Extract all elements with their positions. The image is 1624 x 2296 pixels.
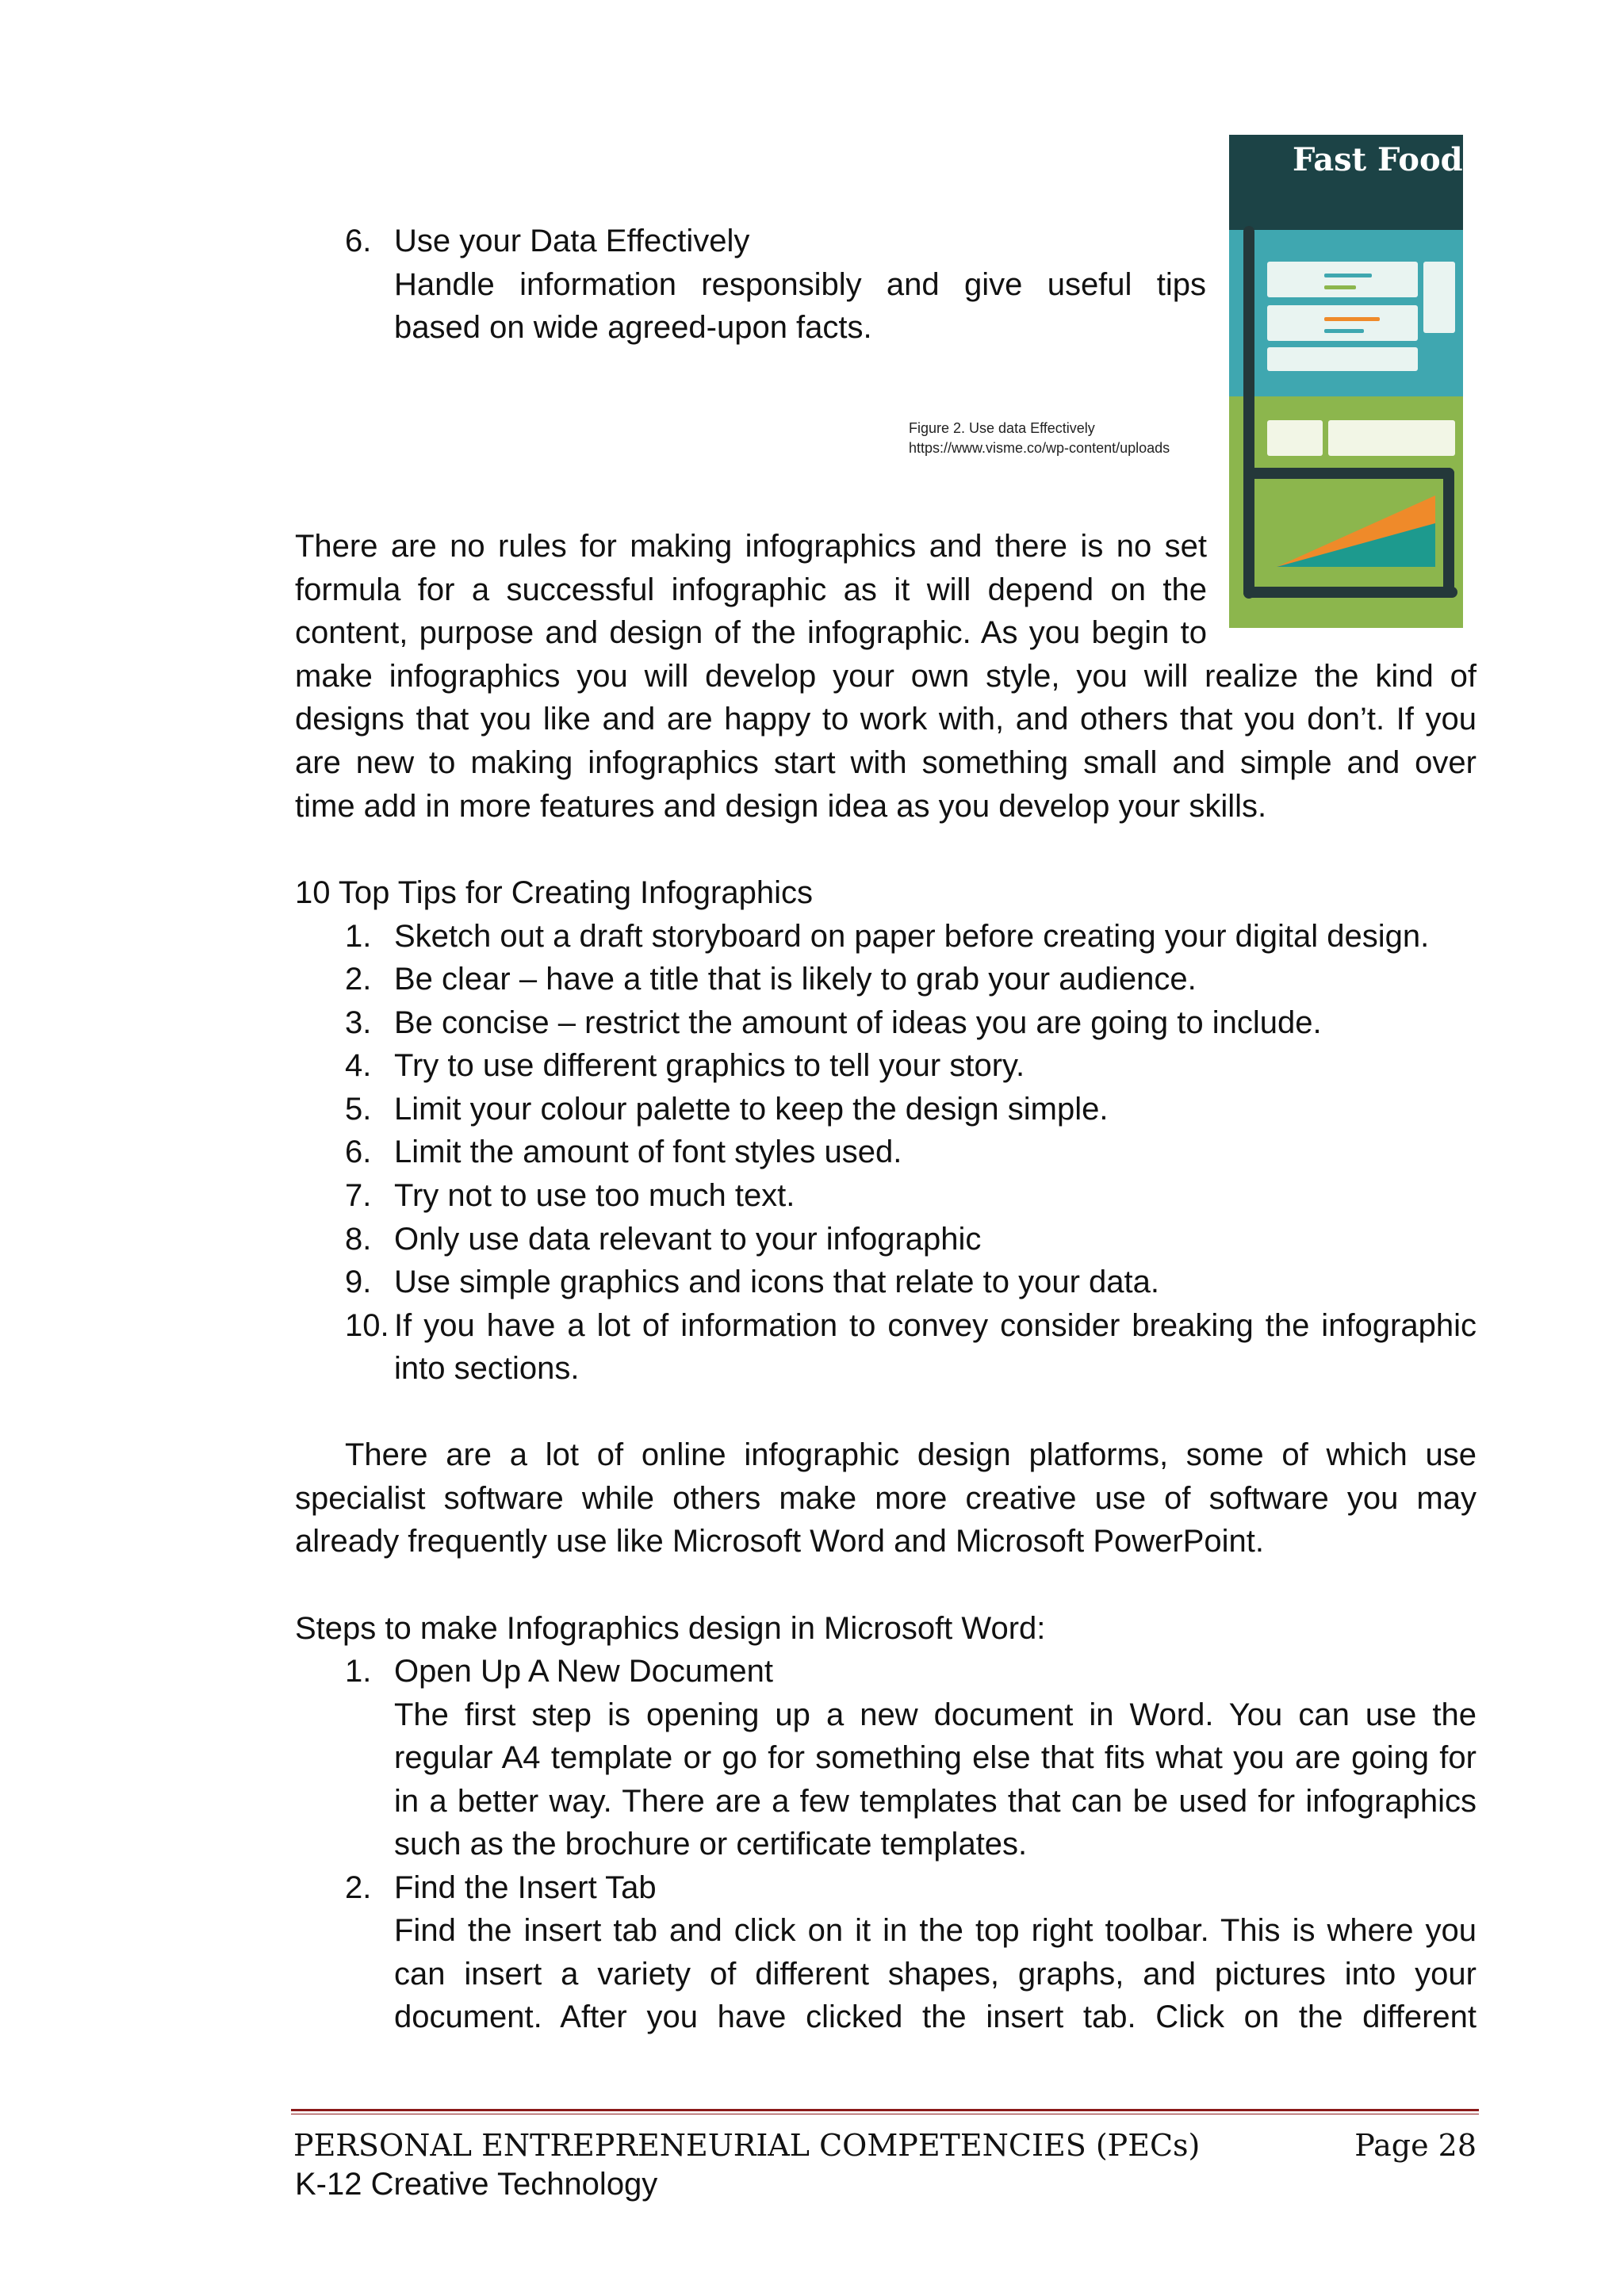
infographic-bar — [1324, 274, 1372, 277]
tip6-number: 6. — [345, 224, 372, 258]
tip-number: 9. — [345, 1265, 372, 1299]
infographic-card — [1267, 347, 1418, 371]
infographic-bar — [1324, 285, 1356, 289]
step1-line-3: in a better way. There are a few templates that can be used for infographics — [394, 1784, 1477, 1819]
infographic-bar — [1324, 329, 1364, 333]
tip-text-continued: into sections. — [394, 1351, 580, 1386]
intro-line-6: are new to making infographics start with something small and simple and over — [295, 745, 1477, 780]
infographic-card — [1267, 262, 1418, 297]
tip-number: 3. — [345, 1005, 372, 1040]
intro-line-5: designs that you like and are happy to work with, and others that you don’t. If you — [295, 702, 1477, 737]
tip-text: If you have a lot of information to convey consider breaking the infographic — [394, 1308, 1477, 1343]
footer-course-line — [293, 2126, 1477, 2164]
platforms-line-1: There are a lot of online infographic design platforms, some of which use — [345, 1437, 1477, 1472]
tip-number: 4. — [345, 1048, 372, 1083]
figure-caption: Figure 2. Use data Effectively — [909, 420, 1095, 436]
infographic-road — [1243, 587, 1457, 598]
infographic-card — [1423, 262, 1455, 333]
step2-line-3: document. After you have clicked the insert tab. Click on the different — [394, 1999, 1477, 2034]
intro-line-3: content, purpose and design of the infographic. As you begin to — [295, 615, 1207, 650]
infographic-card — [1267, 420, 1323, 456]
tip-number: 2. — [345, 962, 372, 997]
step2-line-1: Find the insert tab and click on it in the top right toolbar. This is where you — [394, 1913, 1477, 1948]
step1-line-1: The first step is opening up a new document in Word. You can use the — [394, 1697, 1477, 1732]
step1-line-2: regular A4 template or go for something else that fits what you are going for — [394, 1740, 1477, 1775]
platforms-line-3: already frequently use like Microsoft Word and Microsoft PowerPoint. — [295, 1524, 1265, 1559]
footer-rule — [291, 2109, 1479, 2111]
tip-number: 10. — [345, 1308, 389, 1343]
intro-line-4: make infographics you will develop your own style, you will realize the kind of — [295, 659, 1477, 694]
step1-title: Open Up A New Document — [394, 1654, 774, 1689]
infographic-card — [1328, 420, 1455, 456]
infographic-bar — [1324, 317, 1380, 321]
infographic-road — [1243, 468, 1454, 479]
tip-text: Limit your colour palette to keep the design simple. — [394, 1092, 1109, 1127]
footer-page-number: Page 28 — [1354, 2128, 1477, 2163]
tip6-line-2: based on wide agreed-upon facts. — [394, 310, 872, 345]
tips-heading: 10 Top Tips for Creating Infographics — [295, 875, 813, 910]
infographic-card — [1267, 305, 1418, 341]
step2-line-2: can insert a variety of different shapes, graphs, and pictures into your — [394, 1957, 1477, 1992]
footer-course-title: PERSONAL ENTREPRENEURIAL COMPETENCIES (PECs) — [293, 2128, 1201, 2163]
step1-line-4: such as the brochure or certificate templates. — [394, 1827, 1028, 1862]
tip-text: Try not to use too much text. — [394, 1178, 795, 1213]
fast-food-infographic-image — [1229, 135, 1463, 628]
figure-source: https://www.visme.co/wp-content/uploads — [909, 440, 1170, 456]
step2-number: 2. — [345, 1870, 372, 1905]
tip-number: 5. — [345, 1092, 372, 1127]
steps-heading: Steps to make Infographics design in Microsoft Word: — [295, 1611, 1046, 1646]
tip-text: Be clear – have a title that is likely to grab your audience. — [394, 962, 1197, 997]
platforms-line-2: specialist software while others make more creative use of software you may — [295, 1481, 1477, 1516]
step1-number: 1. — [345, 1654, 372, 1689]
tip-number: 8. — [345, 1222, 372, 1257]
tip-text: Only use data relevant to your infographic — [394, 1222, 982, 1257]
tip-number: 1. — [345, 919, 372, 954]
infographic-road — [1243, 226, 1254, 599]
tip-number: 7. — [345, 1178, 372, 1213]
footer-program: K-12 Creative Technology — [295, 2167, 658, 2202]
infographic-title: Fast Food — [1293, 141, 1463, 178]
tip-text: Be concise – restrict the amount of ideas you are going to include. — [394, 1005, 1322, 1040]
tip-text: Limit the amount of font styles used. — [394, 1135, 902, 1169]
tip-text: Try to use different graphics to tell your story. — [394, 1048, 1025, 1083]
intro-line-7: time add in more features and design idea as you develop your skills. — [295, 789, 1267, 824]
infographic-road — [1443, 468, 1454, 598]
infographic-area-chart — [1277, 523, 1435, 567]
step2-title: Find the Insert Tab — [394, 1870, 657, 1905]
tip6-line-1: Handle information responsibly and give useful tips — [394, 267, 1206, 302]
intro-line-2: formula for a successful infographic as it will depend on the — [295, 572, 1207, 607]
tip6-title: Use your Data Effectively — [394, 224, 750, 258]
intro-line-1: There are no rules for making infographics and there is no set — [295, 529, 1207, 564]
tip-number: 6. — [345, 1135, 372, 1169]
tip-text: Sketch out a draft storyboard on paper before creating your digital design. — [394, 919, 1430, 954]
tip-text: Use simple graphics and icons that relate to your data. — [394, 1265, 1159, 1299]
